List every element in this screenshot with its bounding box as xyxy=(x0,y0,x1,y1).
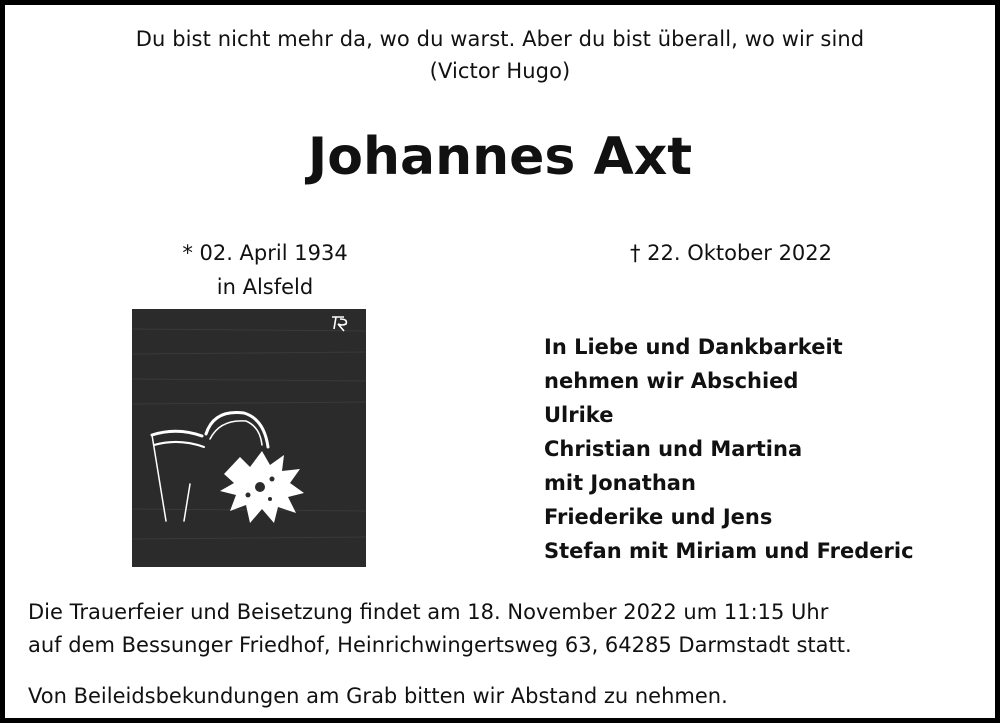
family-line: In Liebe und Dankbarkeit xyxy=(544,335,843,359)
family-line: Christian und Martina xyxy=(544,437,803,461)
service-info xyxy=(28,596,852,662)
family-line: mit Jonathan xyxy=(544,471,696,495)
death-info xyxy=(581,236,881,270)
quote xyxy=(5,23,995,87)
death-date: † 22. Oktober 2022 xyxy=(629,241,833,265)
quote-author: (Victor Hugo) xyxy=(429,59,571,83)
service-line-date: Die Trauerfeier und Beisetzung findet am 18. November 2022 um 11:15 Uhr xyxy=(28,600,829,624)
flower-basket-woodcut-icon xyxy=(132,309,366,567)
family-line: Friederike und Jens xyxy=(544,505,773,529)
deceased-name: Johannes Axt xyxy=(307,127,693,187)
family-list xyxy=(544,330,914,568)
family-line: Ulrike xyxy=(544,403,614,427)
birth-place: in Alsfeld xyxy=(216,275,314,299)
birth-info xyxy=(120,236,410,304)
birth-date: * 02. April 1934 xyxy=(182,241,348,265)
family-line: nehmen wir Abschied xyxy=(544,369,799,393)
condolence-note: Von Beileidsbekundungen am Grab bitten wir Abstand zu nehmen. xyxy=(28,684,728,708)
quote-text: Du bist nicht mehr da, wo du warst. Aber du bist überall, wo wir sind xyxy=(135,27,865,51)
service-line-location: auf dem Bessunger Friedhof, Heinrichwingertsweg 63, 64285 Darmstadt statt. xyxy=(28,633,852,657)
family-line: Stefan mit Miriam und Frederic xyxy=(544,539,914,563)
